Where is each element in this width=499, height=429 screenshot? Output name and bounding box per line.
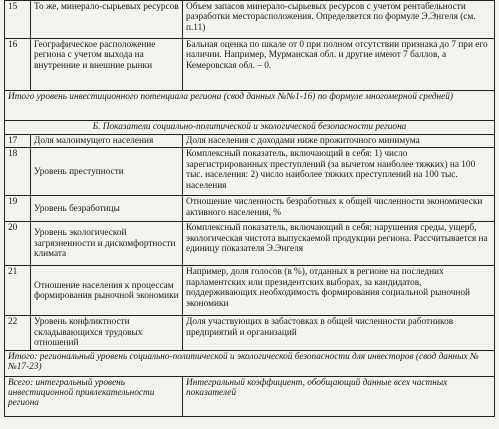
- total-row: [5, 376, 495, 416]
- table-row: [5, 1, 495, 39]
- row-number: 22: [5, 316, 31, 350]
- indicator-description: Например, доля голосов (в %), отданных в регионе на последних парламентских или президентских выборах, за кандидатов, поддерживающих необходимость формирования социальной рыночной экономики: [183, 266, 495, 316]
- table-row: [5, 316, 495, 350]
- row-number: 15: [5, 1, 31, 39]
- table-row: [5, 266, 495, 316]
- row-number: 18: [5, 148, 31, 196]
- row-number: 17: [5, 135, 31, 148]
- indicator-name: Географическое расположение региона с учетом выхода на внутренние и внешние рынки: [31, 39, 183, 91]
- indicator-name: Уровень конфликтности складывающихся трудовых отношений: [31, 316, 183, 350]
- indicator-name: Уровень безработицы: [31, 196, 183, 222]
- total-label: Всего: интегральный уровень инвестиционной привлекательности региона: [5, 376, 183, 416]
- section-header-row: [5, 121, 495, 135]
- indicator-name: То же, минерало-сырьевых ресурсов: [31, 1, 183, 39]
- summary-security-level: Итого: региональный уровень социально-политической и экологической безопасности для инвесторов (свод данных №№17-23): [5, 350, 495, 376]
- indicator-description: Бальная оценка по шкале от 0 при полном отсутствии признака до 7 при его наличии. Например, Мурманская обл. и другие имеют 7 баллов, а Кемеровская обл. – 0.: [183, 39, 495, 91]
- summary-row: [5, 91, 495, 121]
- indicator-description: Комплексный показатель, включающий в себя: 1) число зарегистрированных преступлений (за вычетом наиболее тяжких) на 100 тыс. населения: 2) число наиболее тяжких преступлений на 100 тыс. населения: [183, 148, 495, 196]
- summary-investment-potential: Итого уровень инвестиционного потенциала региона (свод данных №№1-16) по формуле многомерной средней): [5, 91, 495, 121]
- indicator-description: Доля участвующих в забастовках в общей численности работников предприятий и организаций: [183, 316, 495, 350]
- indicator-description: Отношение численность безработных к общей численности экономически активного населения, %: [183, 196, 495, 222]
- total-description: Интегральный коэффициент, обобщающий данные всех частных показателей: [183, 376, 495, 416]
- indicator-description: Доля населения с доходами ниже прожиточного минимума: [183, 135, 495, 148]
- section-b-title: Б. Показатели социально-политической и экологической безопасности региона: [5, 121, 495, 135]
- indicator-name: Отношение населения к процессам формирования рыночной экономики: [31, 266, 183, 316]
- table-row: [5, 196, 495, 222]
- row-number: 21: [5, 266, 31, 316]
- indicator-description: Комплексный показатель, включающий в себя: нарушения среды, ущерб, экологическая чистота выпускаемой продукции региона. Рассчитывается на единицу показателя Э.Энгеля: [183, 222, 495, 266]
- indicator-name: Уровень преступности: [31, 148, 183, 196]
- indicator-name: Доля малоимущего населения: [31, 135, 183, 148]
- indicator-description: Объем запасов минерало-сырьевых ресурсов с учетом рентабельности разработки месторасположения. Определяется по формуле Э.Энгеля (см. п.11): [183, 1, 495, 39]
- table-row: [5, 135, 495, 148]
- table-row: [5, 148, 495, 196]
- indicators-table: [4, 0, 495, 417]
- summary-row: [5, 350, 495, 376]
- row-number: 20: [5, 222, 31, 266]
- table-row: [5, 39, 495, 91]
- table-row: [5, 222, 495, 266]
- row-number: 19: [5, 196, 31, 222]
- row-number: 16: [5, 39, 31, 91]
- indicator-name: Уровень экологической загрязненности и дискомфортности климата: [31, 222, 183, 266]
